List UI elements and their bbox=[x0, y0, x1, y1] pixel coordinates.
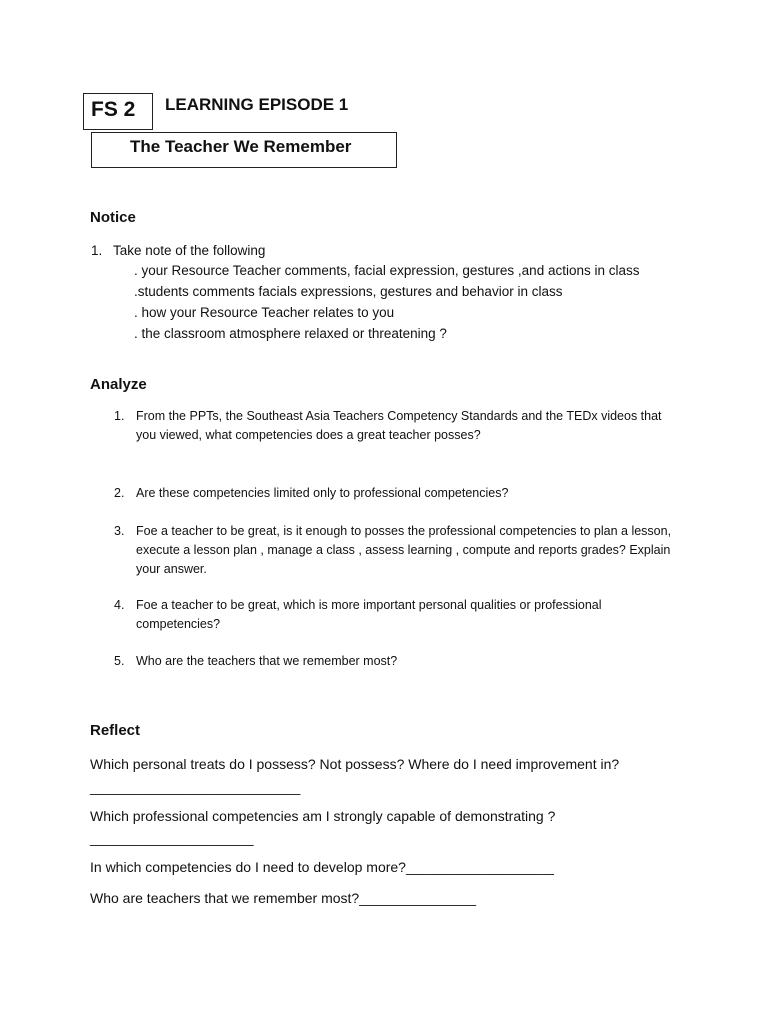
notice-bullet: . your Resource Teacher comments, facial expression, gestures ,and actions in class bbox=[134, 263, 640, 278]
notice-bullet: . how your Resource Teacher relates to you bbox=[134, 305, 395, 320]
analyze-item-number: 1. bbox=[114, 409, 125, 423]
notice-item-number: 1. bbox=[91, 243, 103, 258]
analyze-item-text: Who are the teachers that we remember most? bbox=[136, 654, 398, 668]
analyze-item-number: 3. bbox=[114, 524, 125, 538]
analyze-item-text: Foe a teacher to be great, which is more important personal qualities or professional competencies? bbox=[136, 598, 602, 631]
notice-bullet: . the classroom atmosphere relaxed or threatening ? bbox=[134, 326, 447, 341]
analyze-item-number: 5. bbox=[114, 654, 125, 668]
episode-label: LEARNING EPISODE 1 bbox=[165, 95, 349, 114]
fs-label-box bbox=[83, 93, 153, 130]
reflect-answer-line: ___________________________ bbox=[90, 779, 301, 795]
notice-item-text: Take note of the following bbox=[113, 243, 266, 258]
reflect-question: Which professional competencies am I strongly capable of demonstrating ? bbox=[90, 808, 556, 824]
notice-bullet-list bbox=[134, 261, 640, 344]
analyze-item-number: 4. bbox=[114, 598, 125, 612]
reflect-question: In which competencies do I need to develop more?___________________ bbox=[90, 859, 554, 875]
fs-label: FS 2 bbox=[91, 98, 136, 121]
analyze-item-text: From the PPTs, the Southeast Asia Teachers Competency Standards and the TEDx videos that you viewed, what competencies does a great teacher posses? bbox=[136, 409, 662, 442]
reflect-answer-line: _____________________ bbox=[90, 830, 254, 846]
notice-heading: Notice bbox=[90, 209, 136, 226]
title-box bbox=[91, 132, 397, 168]
reflect-heading: Reflect bbox=[90, 722, 141, 739]
notice-item bbox=[91, 241, 265, 261]
notice-bullet: .students comments facials expressions, gestures and behavior in class bbox=[134, 284, 563, 299]
page-title: The Teacher We Remember bbox=[130, 137, 352, 156]
analyze-item-text: Are these competencies limited only to professional competencies? bbox=[136, 486, 509, 500]
reflect-question: Which personal treats do I possess? Not possess? Where do I need improvement in? bbox=[90, 756, 620, 772]
analyze-item-number: 2. bbox=[114, 486, 125, 500]
analyze-item-text: Foe a teacher to be great, is it enough to posses the professional competencies to plan a lesson, execute a lesson plan , manage a class , assess learning , compute and reports grades? Explain your answer. bbox=[136, 524, 672, 576]
reflect-question: Who are teachers that we remember most?_______________ bbox=[90, 890, 477, 906]
analyze-heading: Analyze bbox=[90, 376, 147, 393]
